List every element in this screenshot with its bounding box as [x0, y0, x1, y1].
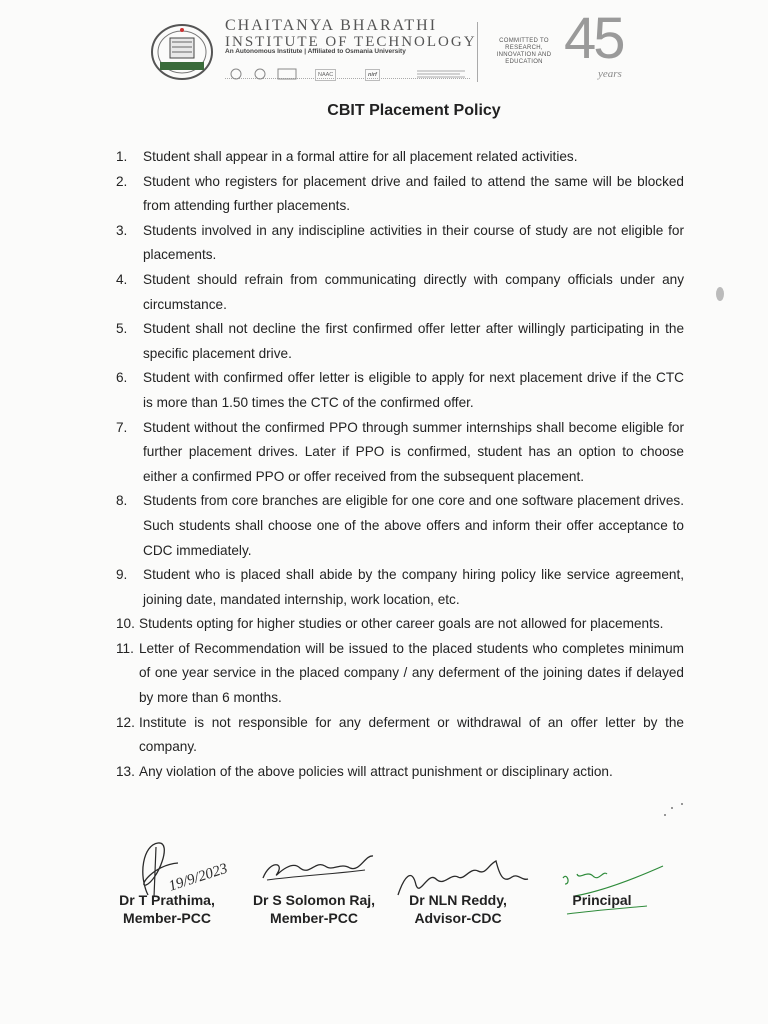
signatory-name: Dr S Solomon Raj,: [252, 892, 376, 908]
institute-name-line2: INSTITUTE OF TECHNOLOGY: [225, 34, 477, 50]
signatory-role: Member-PCC: [123, 910, 211, 926]
institute-name: [225, 18, 477, 50]
letterhead-divider: [477, 22, 478, 82]
institute-logo: [150, 22, 214, 82]
policy-item: [116, 170, 684, 219]
policy-item: [116, 760, 684, 785]
anniversary-number: 45: [564, 6, 623, 71]
policy-number: 9.: [116, 567, 128, 583]
policy-number: 7.: [116, 419, 128, 435]
policy-number: 5.: [116, 321, 128, 337]
signatory-role: Advisor-CDC: [414, 910, 502, 926]
page-title: CBIT Placement Policy: [327, 102, 501, 119]
signatory-solomon-raj: [245, 891, 383, 927]
policy-text: Students involved in any indiscipline activities in their course of study are not eligible for placements.: [143, 222, 684, 263]
policy-text: Student without the confirmed PPO through summer internships shall become eligible for further placement drives. Later if PPO is confirmed, student has an option to choose either a confirmed PPO or offer received from the subsequent placement.: [143, 419, 684, 484]
naac-badge: NAAC: [315, 69, 336, 81]
policy-item: [116, 366, 684, 415]
policy-number: 10.: [116, 616, 135, 632]
policy-item: [116, 637, 684, 711]
policy-number: 13.: [116, 763, 135, 779]
signatory-prathima: [112, 891, 222, 927]
policy-item: [116, 711, 684, 760]
scan-speck: [660, 800, 690, 822]
policy-item: [116, 145, 684, 170]
policy-text: Student shall not decline the first confirmed offer letter after willingly participating in the specific placement drive.: [143, 321, 684, 361]
policy-text: Student who registers for placement drive and failed to attend the same will be blocked from attending further placements.: [143, 173, 684, 214]
policy-text: Student shall appear in a formal attire for all placement related activities.: [143, 149, 578, 164]
policy-number: 1.: [116, 149, 128, 164]
policy-text: Any violation of the above policies will attract punishment or disciplinary action.: [139, 763, 613, 779]
policy-text: Student who is placed shall abide by the company hiring policy like service agreement, joining date, mandated internship, work location, etc.: [143, 567, 684, 607]
policy-item: [116, 563, 684, 612]
policy-list: [116, 145, 684, 784]
policy-text: Institute is not responsible for any deferment or withdrawal of an offer letter by the company.: [139, 714, 684, 755]
signatory-role: Member-PCC: [270, 910, 358, 926]
scan-speck: [712, 284, 728, 304]
signatory-name: Dr T Prathima,: [119, 892, 215, 908]
signatory-principal: [560, 891, 644, 909]
policy-number: 2.: [116, 173, 128, 189]
signature-solomon-raj: [255, 850, 380, 890]
policy-item: [116, 268, 684, 317]
policy-number: 8.: [116, 493, 128, 509]
policy-text: Student with confirmed offer letter is eligible to apply for next placement drive if the CTC is more than 1.50 times the CTC of the confirmed offer.: [143, 370, 684, 410]
handwritten-date: 19/9/2023: [166, 860, 230, 895]
policy-item: [116, 317, 684, 366]
policy-item: [116, 612, 684, 637]
policy-number: 3.: [116, 222, 128, 238]
policy-number: 11.: [116, 640, 134, 656]
signatory-nln-reddy: [398, 891, 518, 927]
policy-item: [116, 219, 684, 268]
policy-number: 6.: [116, 370, 128, 386]
policy-item: [116, 416, 684, 490]
policy-text: Students from core branches are eligible for one core and one software placement drives. Such students shall choose one of the above offers and inform their offer acceptance to CDC immediately.: [143, 493, 684, 558]
accreditation-badges: [225, 66, 470, 86]
policy-number: 4.: [116, 271, 128, 287]
policy-item: [116, 489, 684, 563]
signatory-name: Dr NLN Reddy,: [409, 892, 507, 908]
committed-tagline: COMMITTED TO RESEARCH, INNOVATION AND EDUCATION: [496, 38, 552, 65]
nirf-badge: nirf: [365, 69, 380, 81]
anniversary-unit: years: [598, 68, 622, 80]
institute-subtitle: An Autonomous Institute | Affiliated to Osmania University: [225, 48, 406, 55]
policy-text: Letter of Recommendation will be issued to the placed students who completes minimum of one year service in the placed company / any deferment of the joining dates if delayed by more than 6 months.: [139, 640, 684, 706]
institute-name-line1: CHAITANYA BHARATHI: [225, 17, 438, 34]
policy-text: Students opting for higher studies or other career goals are not allowed for placements.: [139, 616, 664, 632]
policy-text: Student should refrain from communicating directly with company officials under any circumstance.: [143, 271, 684, 312]
signatory-name: Principal: [572, 892, 632, 908]
certification-marks-icon: [415, 68, 470, 80]
accreditation-seals-icon: [230, 68, 300, 80]
policy-number: 12.: [116, 714, 135, 730]
